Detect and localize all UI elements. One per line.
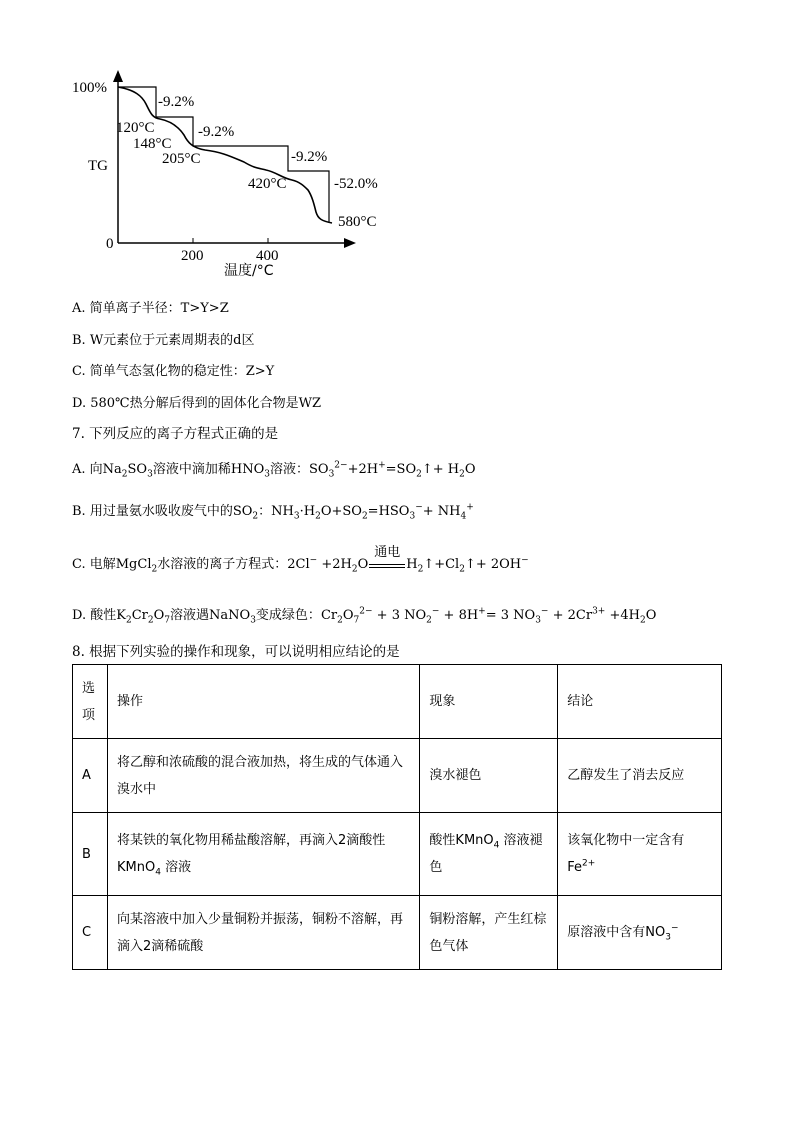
step-label: -9.2% <box>291 149 328 165</box>
x-axis-arrow <box>344 238 356 248</box>
q6-option-b: B. W元素位于元素周期表的d区 <box>72 333 255 348</box>
electrolysis-arrow: 通电 <box>369 558 405 568</box>
row-conclusion: 乙醇发生了消去反应 <box>558 739 722 813</box>
curve-label: 120°C <box>116 120 155 136</box>
y-axis-label: TG <box>88 158 108 174</box>
row-phenomenon: 铜粉溶解，产生红棕色气体 <box>420 896 558 970</box>
tg-curve-figure <box>0 0 420 290</box>
step-label: -9.2% <box>198 124 235 140</box>
q7-option-d: D. 酸性$K_2Cr_2O_7$溶液遇NaNO$_3$变成绿色：$Cr_2O_7^{2-} + 3$ $NO_2^- + 8H^+= 3$ $NO_3^- + 2Cr^{3+} +4H_2O$ <box>72 606 657 626</box>
y-axis-arrow <box>113 70 123 82</box>
q8-stem: 8. 根据下列实验的操作和现象，可以说明相应结论的是 <box>72 644 400 660</box>
header-option: 选项 <box>73 665 108 739</box>
header-phenomenon: 现象 <box>420 665 558 739</box>
q7-option-b: B. 用过量氨水吸收废气中的$SO_2$：$NH_3\cdot H_2O+SO_2=HSO_3^-+ NH_4^+$ <box>72 502 474 522</box>
q6-option-d: D. 580℃热分解后得到的固体化合物是WZ <box>72 396 321 411</box>
table-row <box>73 813 722 896</box>
header-operation: 操作 <box>107 665 419 739</box>
row-conclusion: 该氧化物中一定含有 $Fe^{2+}$ <box>558 813 722 896</box>
table-header-row <box>73 665 722 739</box>
x-tick-label: 200 <box>181 248 204 264</box>
row-phenomenon: 酸性KMnO$_4$ 溶液褪色 <box>420 813 558 896</box>
experiment-table <box>72 664 722 970</box>
row-phenomenon: 溴水褪色 <box>420 739 558 813</box>
header-conclusion: 结论 <box>558 665 722 739</box>
curve-label: 148°C <box>133 136 172 152</box>
q7-option-a: A. 向$Na_2SO_3$溶液中滴加稀$HNO_3$溶液：$SO_3^{2-}+2H^+=SO_2↑+ H_2O$ <box>72 460 476 480</box>
row-conclusion: 原溶液中含有$NO_3^-$ <box>558 896 722 970</box>
row-operation: 向某溶液中加入少量铜粉并振荡，铜粉不溶解，再滴入2滴稀硫酸 <box>107 896 419 970</box>
row-operation: 将某铁的氧化物用稀盐酸溶解，再滴入2滴酸性 KMnO$_4$ 溶液 <box>107 813 419 896</box>
table-row <box>73 739 722 813</box>
curve-label: 420°C <box>248 176 287 192</box>
table-row <box>73 896 722 970</box>
row-option: A <box>73 739 108 813</box>
row-option: C <box>73 896 108 970</box>
curve-label: 205°C <box>162 151 201 167</box>
x-axis-label: 温度/°C <box>224 263 274 279</box>
y-zero-label: 0 <box>106 236 114 252</box>
step-label: -9.2% <box>158 94 195 110</box>
y-top-label: 100% <box>72 80 107 96</box>
step-label: -52.0% <box>334 176 378 192</box>
q6-option-a: A. 简单离子半径：T>Y>Z <box>72 301 229 316</box>
row-operation: 将乙醇和浓硫酸的混合液加热，将生成的气体通入溴水中 <box>107 739 419 813</box>
q6-option-c: C. 简单气态氢化物的稳定性：Z>Y <box>72 364 275 379</box>
x-tick-label: 400 <box>256 248 279 264</box>
q7-option-c: C. 电解MgCl$_2$水溶液的离子方程式：$2Cl^- +2H_2O$ 通电 $H_2↑+Cl_2↑+ 2OH^-$ <box>72 545 529 575</box>
curve-label: 580°C <box>338 214 377 230</box>
row-option: B <box>73 813 108 896</box>
q7-stem: 7. 下列反应的离子方程式正确的是 <box>72 426 279 442</box>
